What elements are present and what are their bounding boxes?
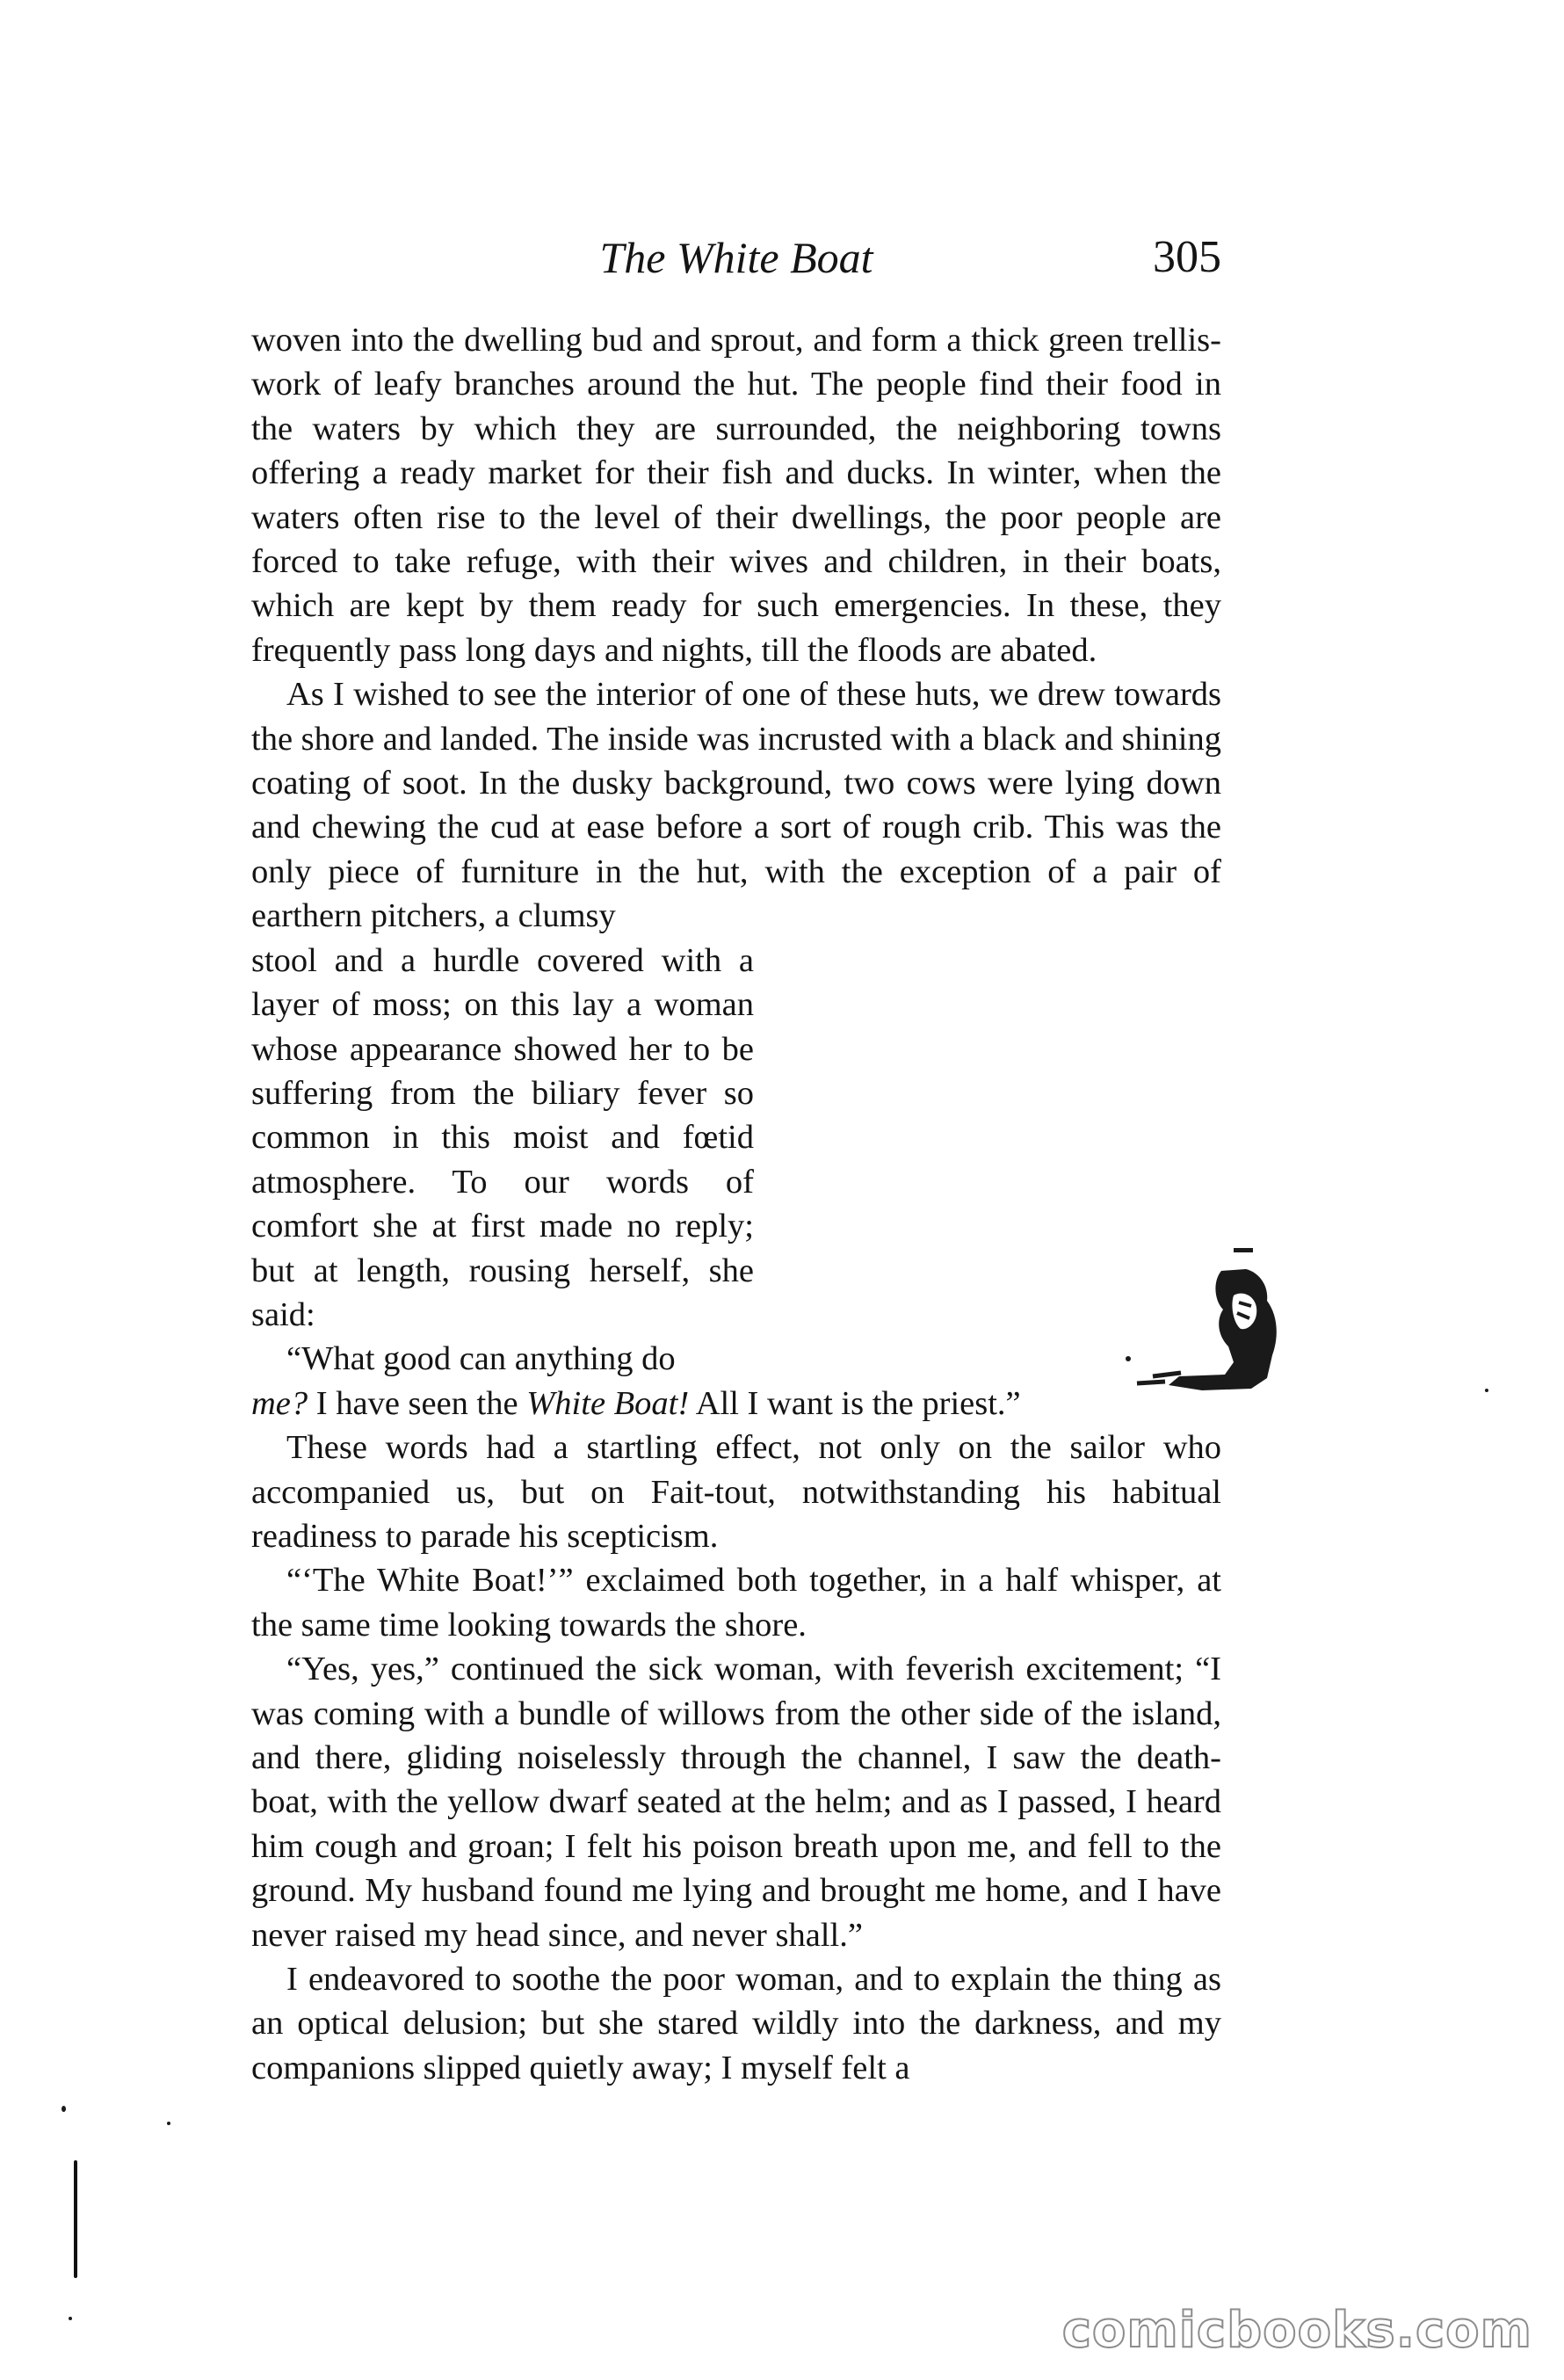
page-number: 305 <box>1153 232 1221 282</box>
margin-speck <box>1485 1389 1488 1392</box>
paragraph-3-end: All I want is the priest.” <box>689 1384 1021 1422</box>
page-header <box>251 227 1221 288</box>
watermark: comicbooks.com <box>1061 2302 1532 2359</box>
paragraph-7: I endeavored to soothe the poor woman, and to explain the thing as an optical delusion; but she stared wildly into the darkness, and my companions slipped quietly away; I myself felt a <box>251 1961 1221 2086</box>
body-text <box>251 318 1221 2090</box>
paragraph-2-wrap: stool and a hurdle covered with a layer of moss; on this lay a woman whose appearance showed her to be suffering from the biliary fever so common in this moist and fœtid atmosphere. To our words of comfort she at first made no reply; but at length, rousing herself, she said: <box>251 941 754 1333</box>
paragraph-3-line-1: “What good can anything do <box>286 1340 676 1378</box>
running-title: The White Boat <box>599 233 873 282</box>
paragraph-6: “Yes, yes,” continued the sick woman, with feverish excitement; “I was coming with a bundle of willows from the other side of the island, and there, gliding noiselessly through the channel, I saw the death-boat, with the yellow dwarf seated at the helm; and as I passed, I heard him cough and groan; I felt his poison breath upon me, and fell to the ground. My husband found me lying and brought me home, and I have never raised my head since, and never shall.” <box>251 1651 1221 1954</box>
paragraph-1: woven into the dwelling bud and sprout, and form a thick green trellis-work of leafy branches around the hut. The people find their food in the waters by which they are surrounded, the neighboring towns offering a ready market for their fish and ducks. In winter, when the waters often rise to the level of their dwellings, the poor people are forced to take refuge, with their wives and children, in their boats, which are kept by them ready for such emergencies. In these, they frequently pass long days and nights, till the floods are abated. <box>251 322 1221 669</box>
paragraph-3 <box>251 1337 1221 1426</box>
emphasis-me: me? <box>251 1384 308 1422</box>
margin-speck <box>62 2106 66 2112</box>
emphasis-white-boat: White Boat! <box>526 1384 690 1422</box>
paragraph-5: “‘The White Boat!’” exclaimed both together, in a half whisper, at the same time looking towards the shore. <box>251 1562 1221 1644</box>
margin-speck <box>167 2122 170 2125</box>
paragraph-2: As I wished to see the interior of one of these huts, we drew towards the shore and landed. The inside was incrusted with a black and shining coating of soot. In the dusky background, two cows were lying down and chewing the cud at ease before a sort of rough crib. This was the only piece of furniture in the hut, with the exception of a pair of earthern pitchers, a clumsy <box>251 676 1221 935</box>
woodcut-illustration <box>1118 1244 1285 1403</box>
margin-speck <box>69 2317 72 2320</box>
margin-rule <box>74 2160 77 2278</box>
paragraph-3-mid: I have seen the <box>308 1384 527 1422</box>
paragraph-4: These words had a startling effect, not only on the sailor who accompanied us, but on Fait-tout, notwithstanding his habitual readiness to parade his scepticism. <box>251 1429 1221 1555</box>
